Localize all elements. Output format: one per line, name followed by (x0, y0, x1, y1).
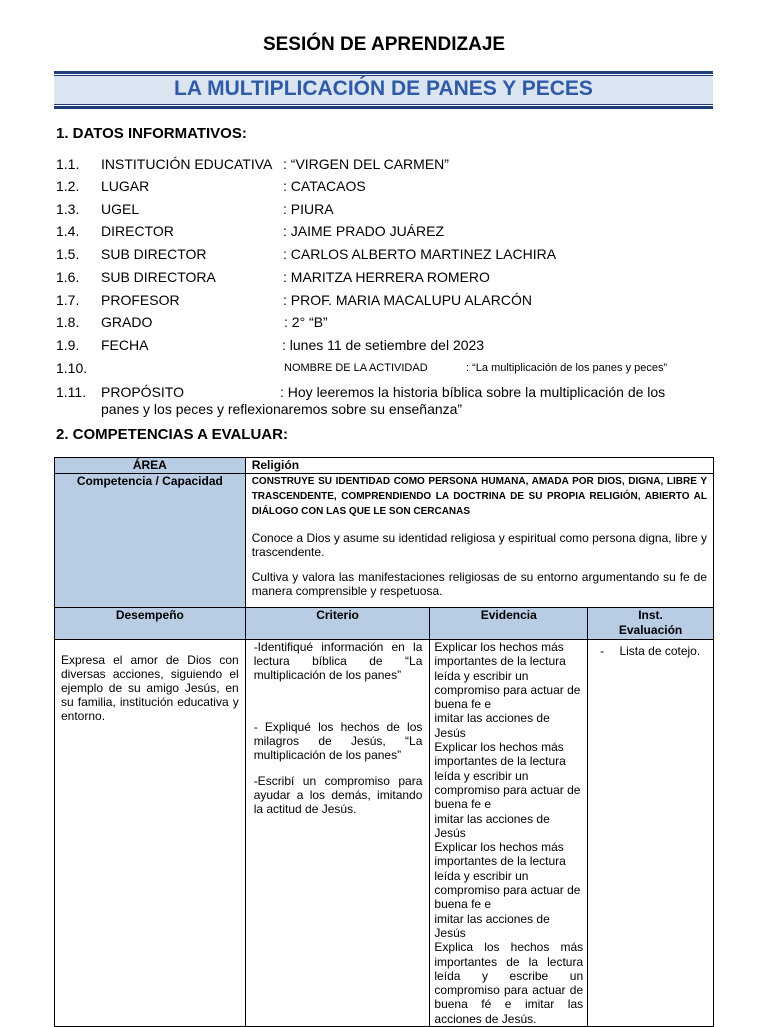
title-border-top (54, 71, 713, 74)
table-header-row (55, 608, 714, 640)
info-number: 1.2. (56, 178, 80, 194)
evidencia-final: Explica los hechos más importantes de la lectura leída y escribe un compromiso para actuar de buena fé e imitar las acciones de Jesús. (434, 940, 584, 1026)
info-label: DIRECTOR (101, 223, 174, 239)
info-label: INSTITUCIÓN EDUCATIVA (101, 156, 273, 172)
info-value: : PROF. MARIA MACALUPU ALARCÓN (283, 292, 532, 308)
document-heading: SESIÓN DE APRENDIZAJE (262, 34, 506, 55)
info-label: FECHA (101, 337, 149, 353)
info-number: 1.7. (56, 292, 80, 308)
evidencia-block (434, 640, 583, 740)
info-label: LUGAR (101, 178, 150, 194)
evidencia-line: buena fe e (434, 697, 492, 712)
evidencia-line: imitar las acciones de Jesús (434, 911, 550, 940)
info-number: 1.10. (56, 360, 88, 376)
column-header-evidencia: Evidencia (430, 608, 588, 640)
info-label: GRADO (101, 314, 153, 330)
info-value-continuation: panes y los peces y reflexionaremos sobre su enseñanza” (101, 401, 463, 417)
evidencia-line: leída y escribir un (434, 668, 529, 683)
evidencia-line: buena fe e (434, 897, 492, 912)
area-label-cell: ÁREA (55, 458, 246, 474)
instrumento-bullet: - (600, 644, 605, 658)
table-row (55, 474, 714, 608)
competency-table (54, 457, 714, 1027)
info-value: : CARLOS ALBERTO MARTINEZ LACHIRA (283, 246, 557, 262)
info-number: 1.8. (56, 314, 80, 330)
evidencia-line: Explicar los hechos más (434, 740, 564, 755)
evidencia-line: Explicar los hechos más (434, 640, 564, 654)
criterio-cell (245, 640, 430, 1027)
evidencia-line: compromiso para actuar de (434, 682, 581, 697)
table-row (55, 458, 714, 474)
evidencia-line: buena fe e (434, 797, 492, 812)
info-label: PROPÓSITO (101, 384, 184, 400)
evidencia-line: importantes de la lectura (434, 854, 566, 869)
info-number: 1.3. (56, 201, 80, 217)
column-header-instrumento-line1: Inst. (638, 608, 663, 622)
title-border-bottom-thin (54, 104, 713, 105)
evidencia-line: importantes de la lectura (434, 654, 566, 669)
criterio-item: -Identifiqué información en la lectura bíblica de “La multiplicación de los panes” (253, 640, 423, 682)
info-label: PROFESOR (101, 292, 180, 308)
info-label: UGEL (101, 201, 140, 217)
evidencia-cell (430, 640, 588, 1027)
info-value: : MARITZA HERRERA ROMERO (283, 269, 490, 285)
desempeno-cell (55, 640, 246, 1027)
info-label: SUB DIRECTOR (101, 246, 207, 262)
info-value: : PIURA (283, 201, 334, 217)
info-number: 1.1. (56, 156, 80, 172)
evidencia-line: leída y escribir un (434, 768, 529, 783)
competencia-label-cell: Competencia / Capacidad (55, 474, 246, 608)
info-value: : 2° “B” (284, 314, 328, 330)
evidencia-line: imitar las acciones de Jesús (434, 811, 550, 840)
evidencia-line: compromiso para actuar de (434, 782, 581, 797)
evidencia-line: Explicar los hechos más (434, 840, 564, 855)
info-value: : “La multiplicación de los panes y peces” (466, 362, 668, 374)
info-number: 1.5. (56, 246, 80, 262)
main-title: LA MULTIPLICACIÓN DE PANES Y PECES (174, 77, 593, 100)
criterio-item: -Escribí un compromiso para ayudar a los demás, imitando la actitud de Jesús. (253, 774, 423, 816)
section-heading-datos: 1. DATOS INFORMATIVOS: (56, 125, 247, 142)
info-value: : Hoy leeremos la historia bíblica sobre la multiplicación de los (280, 384, 666, 400)
info-number: 1.4. (56, 223, 80, 239)
column-header-criterio: Criterio (245, 608, 430, 640)
info-value: : lunes 11 de setiembre del 2023 (282, 337, 485, 353)
section-heading-competencias: 2. COMPETENCIAS A EVALUAR: (56, 426, 288, 443)
info-value: : “VIRGEN DEL CARMEN” (283, 156, 449, 172)
table-row (55, 640, 714, 1027)
evidencia-block (434, 740, 583, 840)
capacidad-text: Cultiva y valora las manifestaciones religiosas de su entorno argumentando su fe de manera comprensible y respetuosa. (251, 570, 707, 598)
instrumento-cell (588, 640, 714, 1027)
info-number: 1.6. (56, 269, 80, 285)
evidencia-block (434, 840, 583, 940)
evidencia-line: imitar las acciones de Jesús (434, 711, 550, 740)
desempeno-text: Expresa el amor de Dios con diversas acciones, siguiendo el ejemplo de su amigo Jesús, en su familia, institución educativa y entorno. (61, 653, 239, 723)
area-value-cell: Religión (245, 458, 713, 474)
evidencia-line: leída y escribir un (434, 868, 529, 883)
competencia-title: CONSTRUYE SU IDENTIDAD COMO PERSONA HUMANA, AMADA POR DIOS, DIGNA, LIBRE Y TRASCENDENTE, COMPRENDIENDO LA DOCTRINA DE SU PROPIA RELIGIÓN, ABIERTO AL DIÁLOGO CON LAS QUE LE SON CERCANAS (251, 476, 707, 517)
title-border-bottom (54, 106, 713, 109)
info-number: 1.11. (56, 384, 87, 400)
info-value: : CATACAOS (283, 178, 366, 194)
column-header-instrumento (588, 608, 714, 640)
info-value: : JAIME PRADO JUÁREZ (283, 223, 445, 239)
info-label: SUB DIRECTORA (101, 269, 216, 285)
capacidad-text: Conoce a Dios y asume su identidad religiosa y espiritual como persona digna, libre y trascendente. (251, 531, 707, 559)
column-header-instrumento-line2: Evaluación (618, 623, 683, 637)
column-header-desempeno: Desempeño (55, 608, 246, 640)
evidencia-line: importantes de la lectura (434, 754, 566, 769)
instrumento-text: Lista de cotejo. (619, 644, 701, 658)
info-number: 1.9. (56, 337, 80, 353)
info-label: NOMBRE DE LA ACTIVIDAD (284, 362, 428, 374)
competencia-cell (245, 474, 713, 608)
evidencia-line: compromiso para actuar de (434, 883, 581, 898)
criterio-item: - Expliqué los hechos de los milagros de Jesús, “La multiplicación de los panes” (253, 720, 423, 762)
